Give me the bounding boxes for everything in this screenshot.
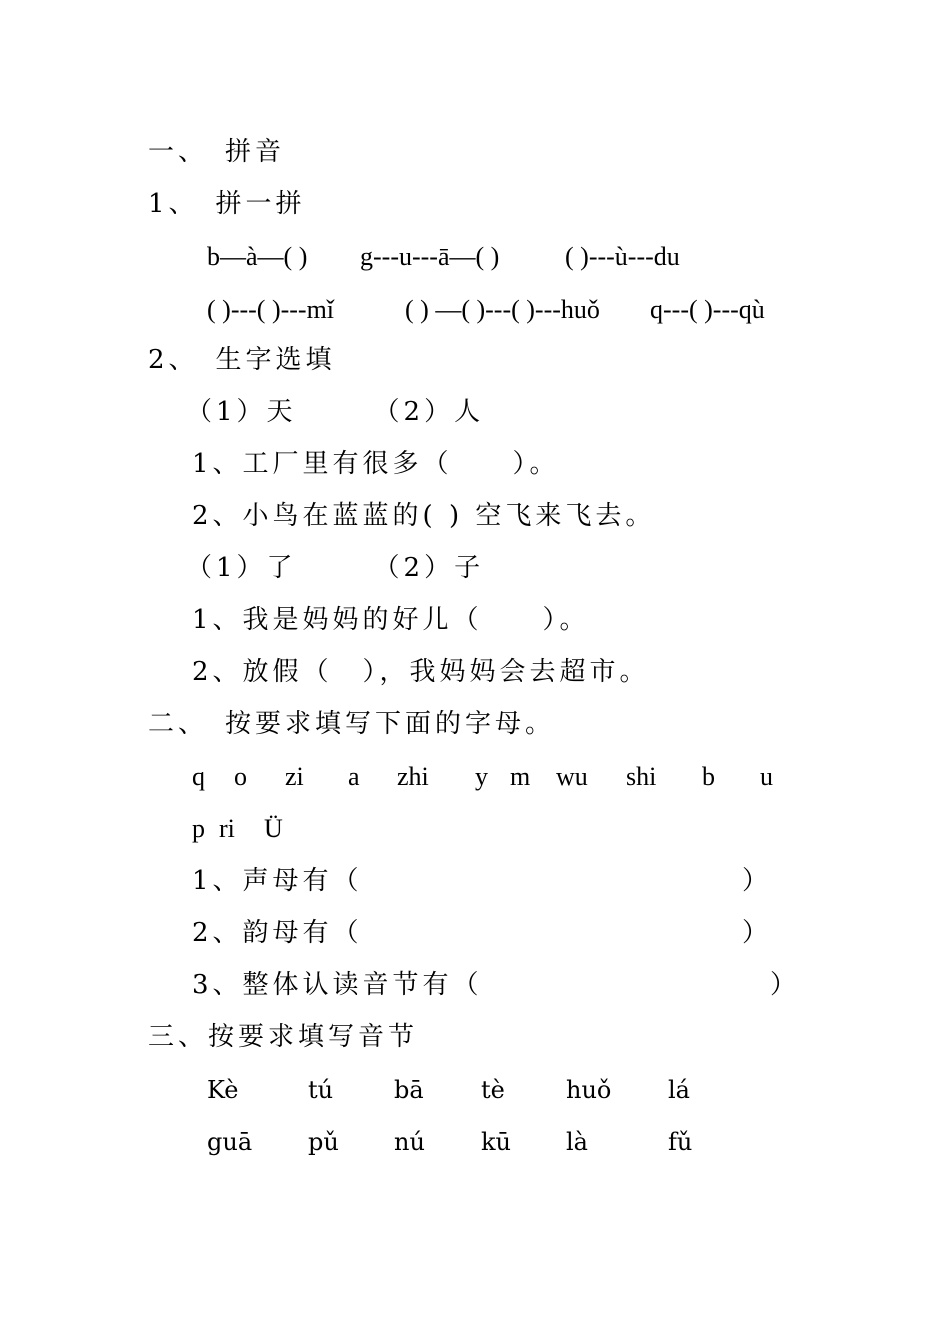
letter-item: zhi bbox=[397, 762, 429, 791]
pinyin-item: ( )---ù---du bbox=[565, 242, 680, 271]
syllable-item: Kè bbox=[207, 1076, 239, 1104]
whole-syllables-label: 3、整体认读音节有（ bbox=[192, 970, 483, 1000]
syllable-item: huǒ bbox=[566, 1076, 612, 1104]
q2-group2-sentence2: 2、放假（ ），我妈妈会去超市。 bbox=[192, 657, 650, 687]
syllable-item: fǔ bbox=[668, 1128, 693, 1156]
consonants-close-paren: ） bbox=[742, 866, 769, 896]
syllable-item: bā bbox=[394, 1076, 424, 1104]
letter-item: b bbox=[702, 762, 715, 791]
letter-item: u bbox=[760, 762, 773, 791]
pinyin-item: g---u---ā—( ) bbox=[360, 242, 500, 271]
letter-item: p bbox=[192, 814, 205, 843]
q2-group1-sentence2: 2、小鸟在蓝蓝的( ) 空飞来飞去。 bbox=[192, 501, 656, 531]
consonants-label: 1、声母有（ bbox=[192, 866, 363, 896]
letter-item: shi bbox=[626, 762, 657, 791]
q2-group1-sentence1: 1、工厂里有很多（ ）。 bbox=[192, 449, 560, 479]
pinyin-item: q---( )---qù bbox=[650, 295, 765, 324]
section1-title: 一、 拼音 bbox=[148, 137, 286, 167]
vowels-close-paren: ） bbox=[742, 918, 769, 948]
vowels-label: 2、韵母有（ bbox=[192, 918, 363, 948]
syllable-item: pǔ bbox=[308, 1128, 339, 1156]
letter-item: o bbox=[234, 762, 247, 791]
whole-syllables-close-paren: ） bbox=[770, 970, 797, 1000]
q2-title: 2、 生字选填 bbox=[148, 345, 336, 375]
letter-item: Ü bbox=[264, 814, 283, 843]
q2-group2-sentence1: 1、我是妈妈的好儿（ ）。 bbox=[192, 605, 590, 635]
pinyin-item: b—à—( ) bbox=[207, 242, 308, 271]
section2-title: 二、 按要求填写下面的字母。 bbox=[148, 709, 556, 739]
pinyin-item: ( ) —( )---( )---huǒ bbox=[405, 295, 600, 324]
syllable-item: lá bbox=[668, 1076, 690, 1104]
letter-item: q bbox=[192, 762, 205, 791]
letter-item: zi bbox=[285, 762, 304, 791]
pinyin-item: ( )---( )---mǐ bbox=[207, 295, 335, 324]
syllable-item: tú bbox=[308, 1076, 334, 1104]
letter-item: m bbox=[510, 762, 531, 791]
syllable-item: tè bbox=[481, 1076, 505, 1104]
syllable-item: nú bbox=[394, 1128, 425, 1156]
letter-item: y bbox=[475, 762, 488, 791]
q2-group1-options: （1）天 （2）人 bbox=[186, 397, 485, 427]
syllable-item: là bbox=[566, 1128, 588, 1156]
q2-group2-options: （1）了 （2）子 bbox=[186, 553, 485, 583]
q1-title: 1、 拼一拼 bbox=[148, 189, 306, 219]
section3-title: 三、按要求填写音节 bbox=[148, 1022, 419, 1052]
syllable-item: guā bbox=[207, 1128, 253, 1156]
letter-item: a bbox=[348, 762, 360, 791]
syllable-item: kū bbox=[481, 1128, 511, 1156]
letter-item: ri bbox=[219, 814, 235, 843]
letter-item: wu bbox=[556, 762, 588, 791]
